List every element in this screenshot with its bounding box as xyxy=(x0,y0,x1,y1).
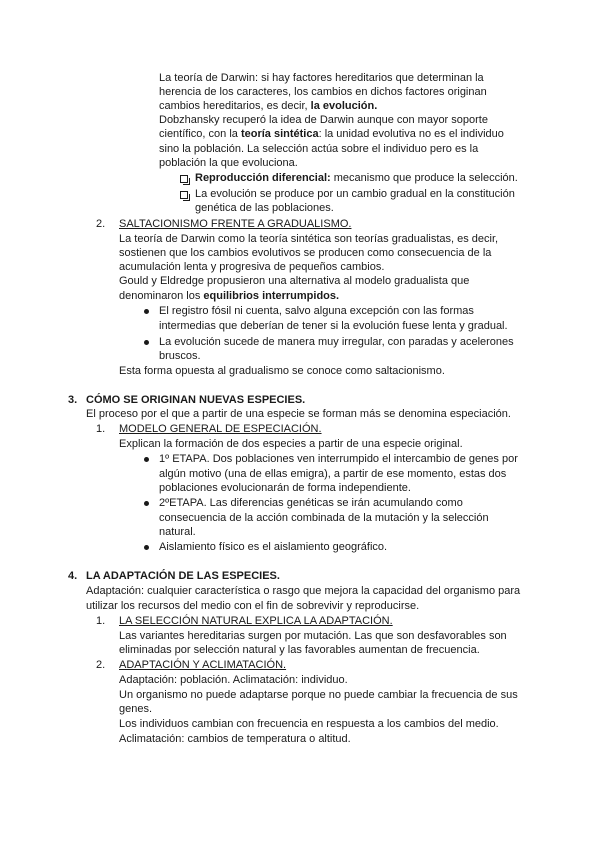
text-line: Un organismo no puede adaptarse porque no puede cambiar la frecuencia de sus xyxy=(119,689,518,701)
bullet-icon xyxy=(144,309,149,314)
subsection-title: LA SELECCIÓN NATURAL EXPLICA LA ADAPTACIÓN. xyxy=(119,615,393,627)
text-line: Explican la formación de dos especies a partir de una especie original. xyxy=(119,438,463,450)
text-line: sostienen que los cambios evolutivos se producen como consecuencia de la xyxy=(119,247,492,259)
text-line: 1º ETAPA. Dos poblaciones ven interrumpido el intercambio de genes por xyxy=(159,453,518,465)
subsection-title: SALTACIONISMO FRENTE A GRADUALISMO. xyxy=(119,218,352,230)
text-line: cambios hereditarios, es decir, la evolución. xyxy=(159,100,378,112)
list-number: 1. xyxy=(96,615,106,627)
text-line: denominaron los equilibrios interrumpidos. xyxy=(119,290,340,302)
bold-term: Reproducción diferencial: xyxy=(195,172,331,184)
checkbox-bullet-icon xyxy=(180,175,188,183)
section-heading: LA ADAPTACIÓN DE LAS ESPECIES. xyxy=(86,570,280,582)
bullet-icon xyxy=(144,501,149,506)
bullet-icon xyxy=(144,340,149,345)
subsection-title: ADAPTACIÓN Y ACLIMATACIÓN. xyxy=(119,659,287,671)
section-heading: CÓMO SE ORIGINAN NUEVAS ESPECIES. xyxy=(86,394,306,406)
text-line: Reproducción diferencial: mecanismo que produce la selección. xyxy=(195,172,518,184)
bullet-icon xyxy=(144,457,149,462)
text-line: Los individuos cambian con frecuencia en respuesta a los cambios del medio. xyxy=(119,718,499,730)
bullet-icon xyxy=(144,545,149,550)
list-number: 1. xyxy=(96,423,106,435)
text-line: bruscos. xyxy=(159,350,201,362)
text-line: Esta forma opuesta al gradualismo se conoce como saltacionismo. xyxy=(119,365,445,377)
text-line: consecuencia de la acción combinada de la mutación y la selección xyxy=(159,512,489,524)
text-line: intermedias que deberían de tener si la evolución fuese lenta y gradual. xyxy=(159,320,508,332)
text-line: acumulación lenta y progresiva de pequeños cambios. xyxy=(119,261,385,273)
text-line: población la que evoluciona. xyxy=(159,157,298,169)
text-line: genética de las poblaciones. xyxy=(195,202,334,214)
text-line: El proceso por el que a partir de una especie se forman más se denomina especiación. xyxy=(86,408,511,420)
text-line: genes. xyxy=(119,703,153,715)
text-line: La evolución sucede de manera muy irregular, con paradas y acelerones xyxy=(159,336,514,348)
text-line: natural. xyxy=(159,526,196,538)
section-number: 4. xyxy=(68,570,78,582)
text-line: algún motivo (una de ellas emigra), a partir de ese momento, estas dos xyxy=(159,468,507,480)
text-line: La teoría de Darwin: si hay factores hereditarios que determinan la xyxy=(159,72,484,84)
checkbox-bullet-icon xyxy=(180,191,188,199)
bold-term: la evolución. xyxy=(310,100,378,112)
bold-term: teoría sintética xyxy=(240,128,319,140)
text-line: Aislamiento físico es el aislamiento geográfico. xyxy=(159,541,388,553)
text-line: Adaptación: población. Aclimatación: individuo. xyxy=(119,674,348,686)
text-line: 2ºETAPA. Las diferencias genéticas se irán acumulando como xyxy=(159,497,463,509)
text-line: Dobzhansky recuperó la idea de Darwin aunque con mayor soporte xyxy=(159,114,488,126)
list-number: 2. xyxy=(96,659,106,671)
text-line: Aclimatación: cambios de temperatura o altitud. xyxy=(119,733,351,745)
text-line: Las variantes hereditarias surgen por mutación. Las que son desfavorables son xyxy=(119,630,507,642)
section-number: 3. xyxy=(68,394,78,406)
text-line: herencia de los caracteres, los cambios en dichos factores originan xyxy=(159,86,487,98)
text-line: El registro fósil ni cuenta, salvo alguna excepción con las formas xyxy=(159,305,474,317)
text-line: sino la población. La selección actúa sobre el individuo pero es la xyxy=(159,143,479,155)
text-line: Gould y Eldredge propusieron una alternativa al modelo gradualista que xyxy=(119,275,470,287)
text-line: utilizar los recursos del medio con el fin de sobrevivir y reproducirse. xyxy=(86,600,420,612)
text-line: científico, con la teoría sintética: la unidad evolutiva no es el individuo xyxy=(159,128,504,140)
text-line: La teoría de Darwin como la teoría sintética son teorías gradualistas, es decir, xyxy=(119,233,499,245)
subsection-title: MODELO GENERAL DE ESPECIACIÓN. xyxy=(119,423,322,435)
text-line: La evolución se produce por un cambio gradual en la constitución xyxy=(195,188,515,200)
text-line: eliminadas por selección natural y las favorables aumentan de frecuencia. xyxy=(119,644,480,656)
list-number: 2. xyxy=(96,218,106,230)
bold-term: equilibrios interrumpidos. xyxy=(203,290,340,302)
text-line: Adaptación: cualquier característica o rasgo que mejora la capacidad del organismo para xyxy=(86,585,521,597)
text-line: poblaciones evolucionarán de forma independiente. xyxy=(159,482,411,494)
